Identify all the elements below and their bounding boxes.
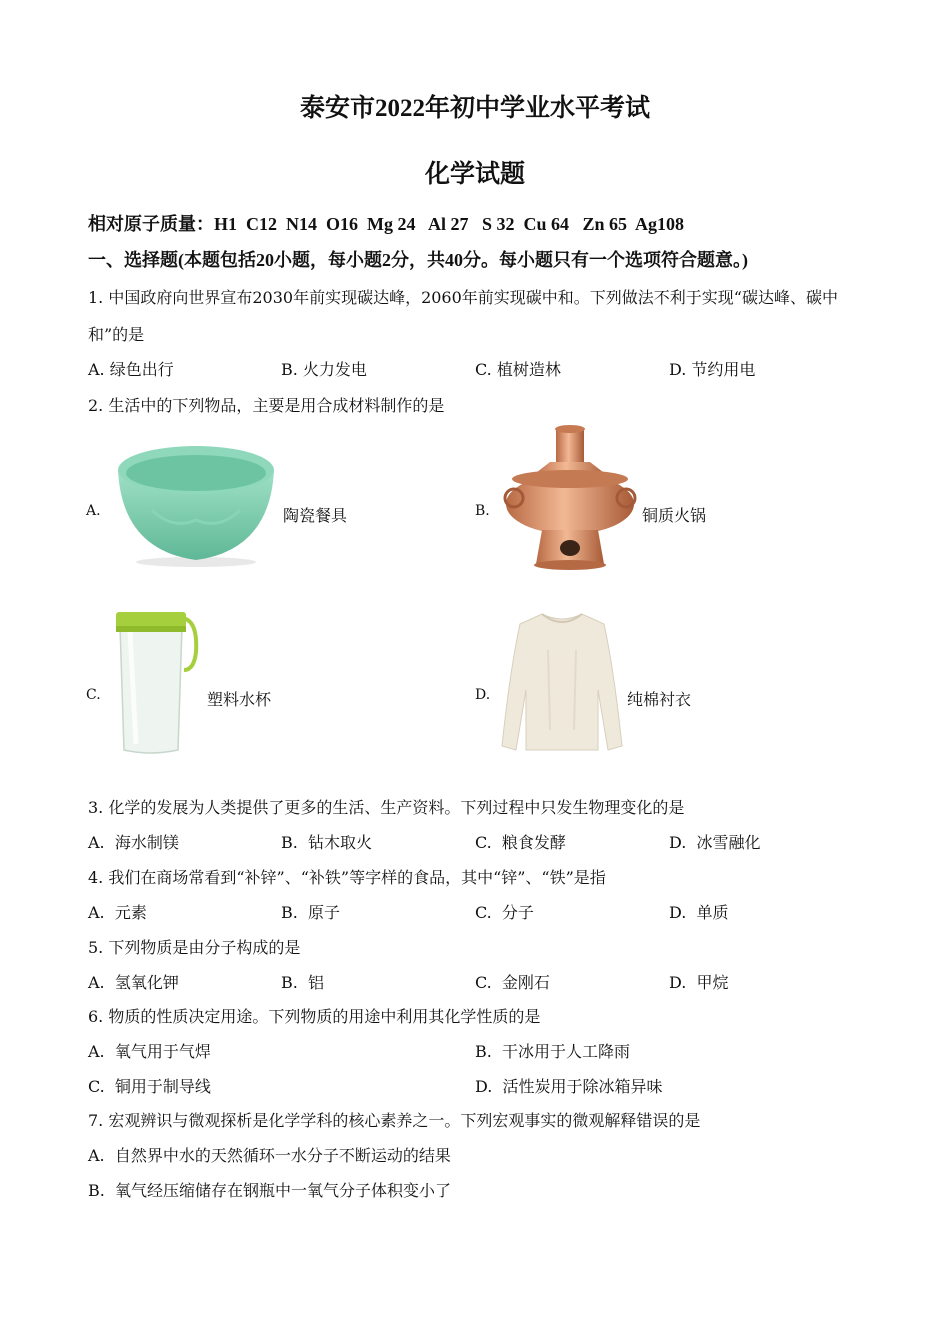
q4-option-b[interactable]: B. 原子	[281, 903, 341, 922]
q6-option-b[interactable]: B. 干冰用于人工降雨	[475, 1042, 631, 1061]
copper-hotpot-image	[498, 424, 643, 572]
page-title: 泰安市2022年初中学业水平考试	[299, 95, 650, 122]
page-subtitle: 化学试题	[424, 161, 525, 188]
q1-option-a[interactable]: A. 绿色出行	[88, 360, 174, 379]
q2-option-b-label: 铜质火锅	[642, 506, 707, 525]
q5-option-a[interactable]: A. 氢氧化钾	[88, 973, 179, 992]
q5-option-d[interactable]: D. 甲烷	[669, 973, 729, 992]
section-heading: 一、选择题(本题包括20小题，每小题2分，共40分。每小题只有一个选项符合题意。)	[88, 250, 748, 270]
question-4-stem: 4. 我们在商场常看到“补锌”、“补铁”等字样的食品，其中“锌”、“铁”是指	[88, 868, 606, 887]
q1-option-c[interactable]: C. 植树造林	[475, 360, 561, 379]
q6-option-d[interactable]: D. 活性炭用于除冰箱异味	[475, 1077, 663, 1096]
q7-option-a[interactable]: A. 自然界中水的天然循环一水分子不断运动的结果	[88, 1146, 451, 1165]
cotton-shirt-image	[498, 610, 626, 758]
q6-option-a[interactable]: A. 氧气用于气焊	[88, 1042, 211, 1061]
q4-option-a[interactable]: A. 元素	[88, 903, 147, 922]
q2-option-d-letter[interactable]: D.	[475, 687, 491, 703]
q2-option-a-label: 陶瓷餐具	[283, 506, 348, 525]
q5-option-c[interactable]: C. 金刚石	[475, 973, 550, 992]
question-3-stem: 3. 化学的发展为人类提供了更多的生活、生产资料。下列过程中只发生物理变化的是	[88, 798, 685, 817]
q4-option-d[interactable]: D. 单质	[669, 903, 729, 922]
q1-option-b[interactable]: B. 火力发电	[281, 360, 367, 379]
q7-option-b[interactable]: B. 氧气经压缩储存在钢瓶中一氧气分子体积变小了	[88, 1181, 452, 1200]
q3-option-b[interactable]: B. 钻木取火	[281, 833, 373, 852]
q2-option-b-letter[interactable]: B.	[475, 503, 490, 519]
q2-option-a-letter[interactable]: A.	[86, 503, 101, 519]
q2-option-c-letter[interactable]: C.	[86, 687, 101, 703]
q5-option-b[interactable]: B. 铝	[281, 973, 325, 992]
question-2-stem: 2. 生活中的下列物品，主要是用合成材料制作的是	[88, 396, 445, 415]
question-1-stem: 1. 中国政府向世界宣布2030年前实现碳达峰，2060年前实现碳中和。下列做法不利于实现“碳达峰、碳中	[88, 288, 838, 307]
q2-option-c-label: 塑料水杯	[207, 690, 272, 709]
q3-option-c[interactable]: C. 粮食发酵	[475, 833, 566, 852]
q6-option-c[interactable]: C. 铜用于制导线	[88, 1077, 211, 1096]
question-7-stem: 7. 宏观辨识与微观探析是化学学科的核心素养之一。下列宏观事实的微观解释错误的是	[88, 1111, 701, 1130]
question-1-stem-cont: 和”的是	[88, 325, 145, 344]
question-5-stem: 5. 下列物质是由分子构成的是	[88, 938, 301, 957]
q3-option-d[interactable]: D. 冰雪融化	[669, 833, 761, 852]
plastic-cup-image	[112, 608, 200, 758]
q2-option-d-label: 纯棉衬衣	[627, 690, 692, 709]
atomic-mass-line: 相对原子质量：H1 C12 N14 O16 Mg 24 Al 27 S 32 Cu 64 Zn 65 Ag108	[88, 214, 685, 234]
ceramic-bowl-image	[112, 440, 280, 568]
q1-option-d[interactable]: D. 节约用电	[669, 360, 756, 379]
question-6-stem: 6. 物质的性质决定用途。下列物质的用途中利用其化学性质的是	[88, 1007, 541, 1026]
q4-option-c[interactable]: C. 分子	[475, 903, 534, 922]
q3-option-a[interactable]: A. 海水制镁	[88, 833, 179, 852]
